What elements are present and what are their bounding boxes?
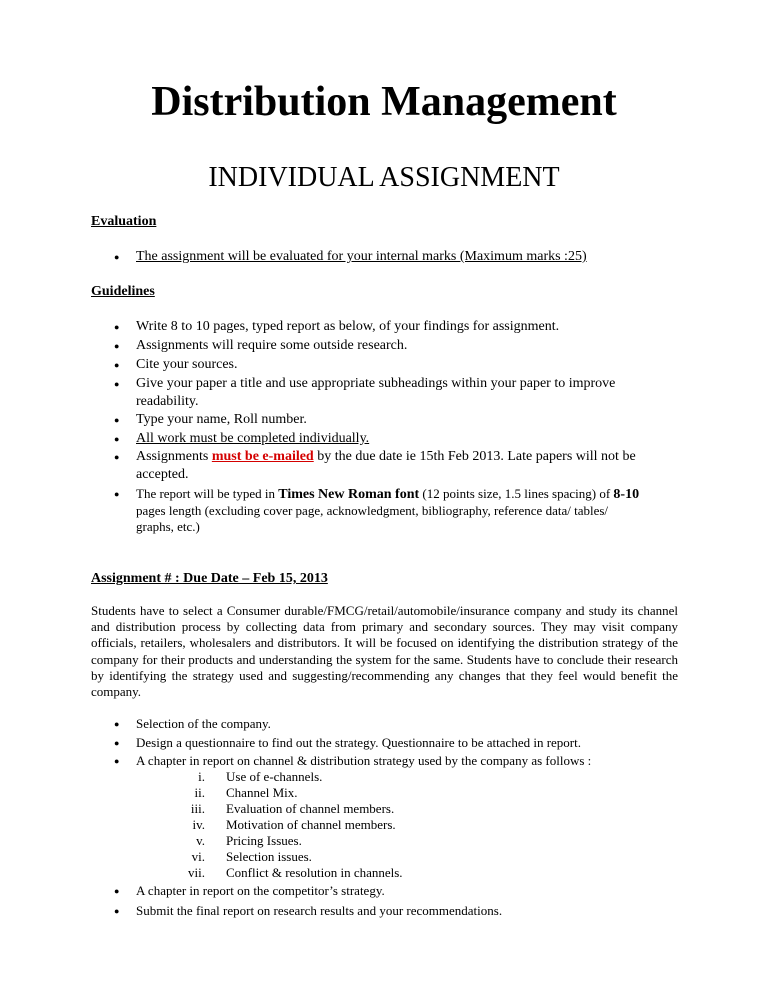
sublist-number: ii. [194, 785, 205, 800]
evaluation-item: The assignment will be evaluated for your internal marks (Maximum marks :25) [136, 249, 587, 264]
sublist-item: Use of e-channels. [226, 769, 323, 784]
font-item-part2: (12 points size, 1.5 lines spacing) of [419, 486, 614, 501]
assignment-bullet: Submit the final report on research results and your recommendations. [136, 903, 503, 918]
guideline-item: All work must be completed individually. [136, 431, 370, 446]
sublist-item: Selection issues. [226, 849, 312, 864]
sublist-item: Evaluation of channel members. [226, 801, 395, 816]
guidelines-heading: Guidelines [91, 284, 155, 299]
sublist-number: iii. [190, 801, 205, 816]
email-emphasis: must be e-mailed [211, 449, 314, 464]
guideline-item-continuation: readability. [136, 394, 199, 409]
assignment-bullet: A chapter in report on the competitor’s strategy. [136, 883, 385, 898]
bullet-icon: ● [114, 489, 120, 499]
guideline-item: Assignments will require some outside research. [136, 338, 408, 353]
bullet-icon: ● [114, 886, 120, 896]
bullet-icon: ● [114, 738, 120, 748]
email-item-prefix: Assignments [136, 449, 212, 464]
bullet-icon: ● [114, 322, 120, 332]
bullet-icon: ● [114, 452, 120, 462]
bullet-icon: ● [114, 434, 120, 444]
guideline-item: Cite your sources. [136, 357, 238, 372]
bullet-icon: ● [114, 415, 120, 425]
sublist-number: v. [196, 833, 205, 848]
sublist-item: Channel Mix. [226, 785, 298, 800]
sublist-item: Motivation of channel members. [226, 817, 396, 832]
bullet-icon: ● [114, 906, 120, 916]
sublist-number: vi. [191, 849, 205, 864]
assignment-heading: Assignment # : Due Date – Feb 15, 2013 [91, 571, 328, 586]
guideline-font-item [136, 486, 639, 503]
assignment-paragraph: Students have to select a Consumer durable/FMCG/retail/automobile/insurance company and study its channel and distribution process by collecting data from primary and secondary sources. They may visit company officials, retailers, wholesalers and distributors. It will be focused on identifying the distribution strategy of the company for their products and understanding the system for the same. Students have to conclude their research by identifying the strategy used and suggesting/recommending any changes that they feel would benefit the company. [91, 603, 678, 700]
bullet-icon: ● [114, 360, 120, 370]
guideline-item: Give your paper a title and use appropriate subheadings within your paper to improve [136, 376, 616, 391]
sublist-number: iv. [192, 817, 205, 832]
guideline-email-item [136, 448, 636, 466]
bullet-icon: ● [114, 379, 120, 389]
assignment-bullet: A chapter in report on channel & distribution strategy used by the company as follows : [136, 753, 592, 768]
bullet-icon: ● [114, 756, 120, 766]
bullet-icon: ● [114, 719, 120, 729]
font-item-line2: pages length (excluding cover page, acknowledgment, bibliography, reference data/ tables/ [136, 503, 609, 518]
font-item-line3: graphs, etc.) [136, 519, 200, 534]
sublist-number: i. [198, 769, 205, 784]
sublist-item: Conflict & resolution in channels. [226, 865, 403, 880]
font-item-bold1: Times New Roman font [278, 487, 420, 502]
bullet-icon: ● [114, 252, 120, 262]
email-item-line2: accepted. [136, 467, 189, 482]
assignment-bullet: Design a questionnaire to find out the strategy. Questionnaire to be attached in report. [136, 735, 581, 750]
evaluation-heading: Evaluation [91, 214, 157, 229]
sublist-number: vii. [188, 865, 205, 880]
document-subtitle: INDIVIDUAL ASSIGNMENT [208, 162, 560, 193]
sublist-item: Pricing Issues. [226, 833, 302, 848]
email-item-suffix: by the due date ie 15th Feb 2013. Late papers will not be [313, 449, 636, 464]
font-item-part1: The report will be typed in [136, 486, 279, 501]
assignment-bullet: Selection of the company. [136, 716, 271, 731]
font-item-bold2: 8-10 [613, 487, 640, 502]
guideline-item: Write 8 to 10 pages, typed report as below, of your findings for assignment. [136, 319, 560, 334]
document-title: Distribution Management [151, 79, 617, 125]
bullet-icon: ● [114, 341, 120, 351]
guideline-item: Type your name, Roll number. [136, 412, 307, 427]
